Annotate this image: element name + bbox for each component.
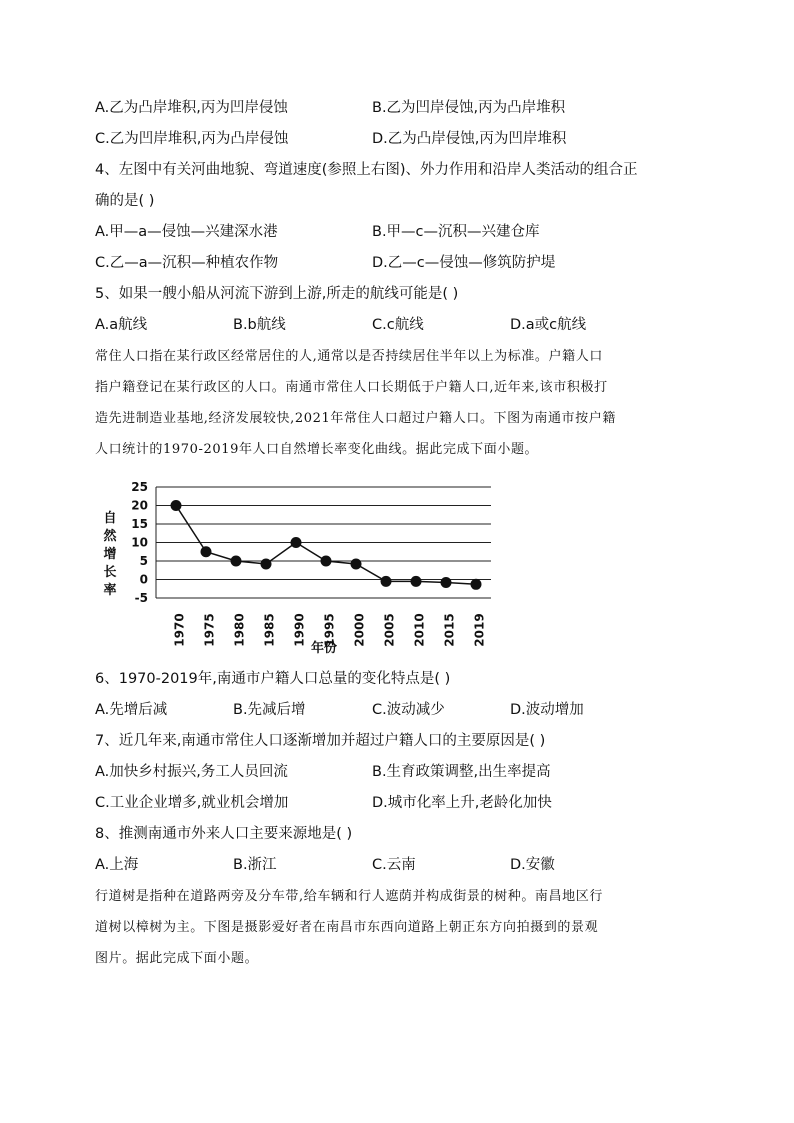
y-axis-label-char: 率: [103, 583, 117, 598]
q4-stem-line2: 确的是( ): [95, 193, 155, 209]
q3-option-b: B.乙为凹岸侵蚀,丙为凸岸堆积: [372, 100, 566, 116]
data-point: [441, 577, 452, 588]
q8-option-d: D.安徽: [510, 857, 555, 873]
q5-option-d: D.a或c航线: [510, 317, 587, 333]
q7-option-b: B.生育政策调整,出生率提高: [372, 764, 551, 780]
q4-option-c: C.乙—a—沉积—种植农作物: [95, 255, 279, 271]
y-axis-label-char: 然: [103, 529, 117, 544]
x-axis-label: 年份: [310, 641, 338, 656]
material1-line3: 造先进制造业基地,经济发展较快,2021年常住人口超过户籍人口。下图为南通市按户籍: [95, 411, 616, 426]
y-tick-label: 25: [131, 480, 148, 494]
data-point: [261, 558, 272, 569]
material1-line4: 人口统计的1970-2019年人口自然增长率变化曲线。据此完成下面小题。: [95, 442, 539, 457]
data-point: [291, 537, 302, 548]
q5-option-b: B.b航线: [233, 317, 286, 333]
q4-stem-line1: 4、左图中有关河曲地貌、弯道速度(参照上右图)、外力作用和沿岸人类活动的组合正: [95, 162, 638, 178]
q7-option-d: D.城市化率上升,老龄化加快: [372, 795, 552, 811]
x-tick-label: 1990: [292, 613, 307, 647]
material2-line3: 图片。据此完成下面小题。: [95, 951, 259, 966]
data-point: [321, 556, 332, 567]
material2-paragraph: [95, 881, 700, 974]
y-tick-label: 10: [131, 535, 148, 550]
data-point: [381, 576, 392, 587]
y-tick-labels: [131, 480, 148, 605]
q6-option-b: B.先减后增: [233, 702, 306, 718]
q6-option-d: D.波动增加: [510, 702, 584, 718]
material1-line1: 常住人口指在某行政区经常居住的人,通常以是否持续居住半年以上为标准。户籍人口: [95, 349, 603, 364]
x-tick-label: 2005: [382, 613, 397, 647]
y-axis-label-char: 增: [103, 547, 117, 562]
series-polyline: [176, 506, 476, 585]
q4-option-b: B.甲—c—沉积—兴建仓库: [372, 224, 540, 240]
data-points: [171, 500, 482, 590]
q6-option-a: A.先增后减: [95, 702, 168, 718]
data-point: [171, 500, 182, 511]
data-point: [411, 576, 422, 587]
material1-paragraph: [95, 341, 700, 465]
x-tick-label: 1985: [262, 613, 277, 647]
material2-line2: 道树以樟树为主。下图是摄影爱好者在南昌市东西向道路上朝正东方向拍摄到的景观: [95, 920, 599, 935]
x-tick-label: 2000: [352, 613, 367, 647]
natural-growth-rate-chart: [96, 478, 506, 658]
x-tick-label: 2010: [412, 613, 427, 647]
q6-stem: 6、1970-2019年,南通市户籍人口总量的变化特点是( ): [95, 671, 451, 687]
material1-line2: 指户籍登记在某行政区的人口。南通市常住人口长期低于户籍人口,近年来,该市积极打: [95, 380, 608, 395]
y-axis-label: [103, 510, 117, 598]
data-point: [351, 558, 362, 569]
y-tick-label: 5: [139, 554, 148, 568]
x-tick-label: 1980: [232, 613, 247, 647]
q4-option-a: A.甲—a—侵蚀—兴建深水港: [95, 224, 278, 240]
x-tick-label: 2015: [442, 613, 457, 647]
q3-option-c: C.乙为凹岸堆积,丙为凸岸侵蚀: [95, 131, 289, 147]
x-tick-label: 1970: [172, 613, 187, 647]
y-tick-label: 0: [139, 572, 148, 587]
q7-option-a: A.加快乡村振兴,务工人员回流: [95, 764, 288, 780]
data-point: [231, 556, 242, 567]
y-tick-label: -5: [134, 591, 148, 605]
data-point: [471, 579, 482, 590]
q8-option-a: A.上海: [95, 857, 139, 873]
q4-option-d: D.乙—c—侵蚀—修筑防护堤: [372, 255, 556, 271]
q5-stem: 5、如果一艘小船从河流下游到上游,所走的航线可能是( ): [95, 286, 459, 302]
q3-option-d: D.乙为凸岸侵蚀,丙为凹岸堆积: [372, 131, 567, 147]
data-point: [201, 546, 212, 557]
x-tick-label: 1995: [322, 613, 337, 647]
q5-option-a: A.a航线: [95, 317, 148, 333]
x-tick-label: 2019: [472, 613, 487, 647]
q7-option-c: C.工业企业增多,就业机会增加: [95, 795, 289, 811]
y-axis-label-char: 长: [103, 565, 117, 580]
y-tick-label: 15: [131, 517, 148, 531]
y-tick-label: 20: [131, 498, 148, 513]
q8-option-b: B.浙江: [233, 857, 277, 873]
material2-line1: 行道树是指种在道路两旁及分车带,给车辆和行人遮荫并构成街景的树种。南昌地区行: [95, 889, 603, 904]
q3-option-a: A.乙为凸岸堆积,丙为凹岸侵蚀: [95, 100, 288, 116]
x-tick-label: 1975: [202, 613, 217, 647]
series-line: [176, 506, 476, 585]
q5-option-c: C.c航线: [372, 317, 424, 333]
q7-stem: 7、近几年来,南通市常住人口逐渐增加并超过户籍人口的主要原因是( ): [95, 733, 546, 749]
q8-stem: 8、推测南通市外来人口主要来源地是( ): [95, 826, 353, 842]
q8-option-c: C.云南: [372, 857, 416, 873]
y-axis-label-char: 自: [103, 511, 117, 526]
q6-option-c: C.波动减少: [372, 702, 445, 718]
